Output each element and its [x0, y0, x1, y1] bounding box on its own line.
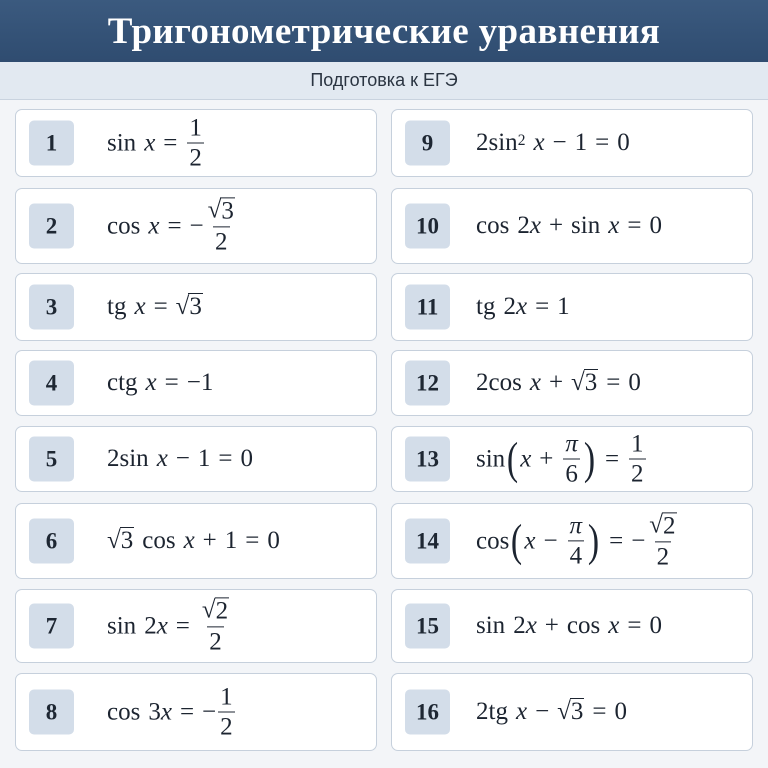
number-badge: 7	[29, 604, 74, 649]
equation-card-14	[391, 503, 753, 579]
equation-card-1	[15, 109, 377, 177]
equation: sin 2 x + cos x = 0	[476, 612, 662, 639]
equation-card-10	[391, 188, 753, 264]
number-badge: 13	[405, 437, 450, 482]
number-badge: 5	[29, 437, 74, 482]
equation: 2 cos x + √ 3 = 0	[476, 369, 641, 396]
number-badge: 1	[29, 121, 74, 166]
equation: cos ( x − π 4 ) = − √ 2 2	[476, 511, 676, 571]
equation-card-3	[15, 273, 377, 341]
equation: tg 2 x = 1	[476, 293, 570, 320]
equation: cos 3 x = − $\frac{1}{2}$	[107, 683, 233, 741]
equation: sin ( x + π 6 ) = 1 2	[476, 430, 644, 488]
equation: 2 sin 2 x − 1 = 0	[476, 129, 630, 156]
number-badge: 14	[405, 519, 450, 564]
equation: cos 2 x + sin x = 0	[476, 212, 662, 239]
number-badge: 16	[405, 690, 450, 735]
equation-card-2	[15, 188, 377, 264]
equation-card-6	[15, 503, 377, 579]
number-badge: 8	[29, 690, 74, 735]
equation-card-13	[391, 426, 753, 492]
equation-card-4	[15, 350, 377, 416]
title-bar	[0, 0, 768, 62]
subtitle-bar	[0, 62, 768, 100]
equation: √ 3 cos x + 1 = 0	[107, 527, 280, 554]
number-badge: 12	[405, 361, 450, 406]
equation: sin x = 1 2	[107, 114, 202, 172]
page-subtitle: Подготовка к ЕГЭ	[310, 70, 458, 90]
equation: 2 tg x − √ 3 = 0	[476, 698, 628, 725]
number-badge: 3	[29, 285, 74, 330]
equation: ctg x = −1	[107, 369, 214, 396]
equation-card-15	[391, 589, 753, 663]
number-badge: 11	[405, 285, 450, 330]
equation: cos x = − √ 3 2	[107, 196, 234, 256]
equation-card-16	[391, 673, 753, 751]
equation-card-5	[15, 426, 377, 492]
equation-card-11	[391, 273, 753, 341]
number-badge: 4	[29, 361, 74, 406]
number-badge: 10	[405, 204, 450, 249]
number-badge: 9	[405, 121, 450, 166]
equation: sin 2 x = √ 2 2	[107, 596, 229, 656]
number-badge: 15	[405, 604, 450, 649]
equation: 2 sin x − 1 = 0	[107, 445, 254, 472]
equation-card-8	[15, 673, 377, 751]
equation-card-7	[15, 589, 377, 663]
equation-card-9	[391, 109, 753, 177]
equation: tg x = √ 3	[107, 293, 202, 320]
number-badge: 2	[29, 204, 74, 249]
equation-card-12	[391, 350, 753, 416]
number-badge: 6	[29, 519, 74, 564]
page-title: Тригонометрические уравнения	[107, 10, 661, 52]
